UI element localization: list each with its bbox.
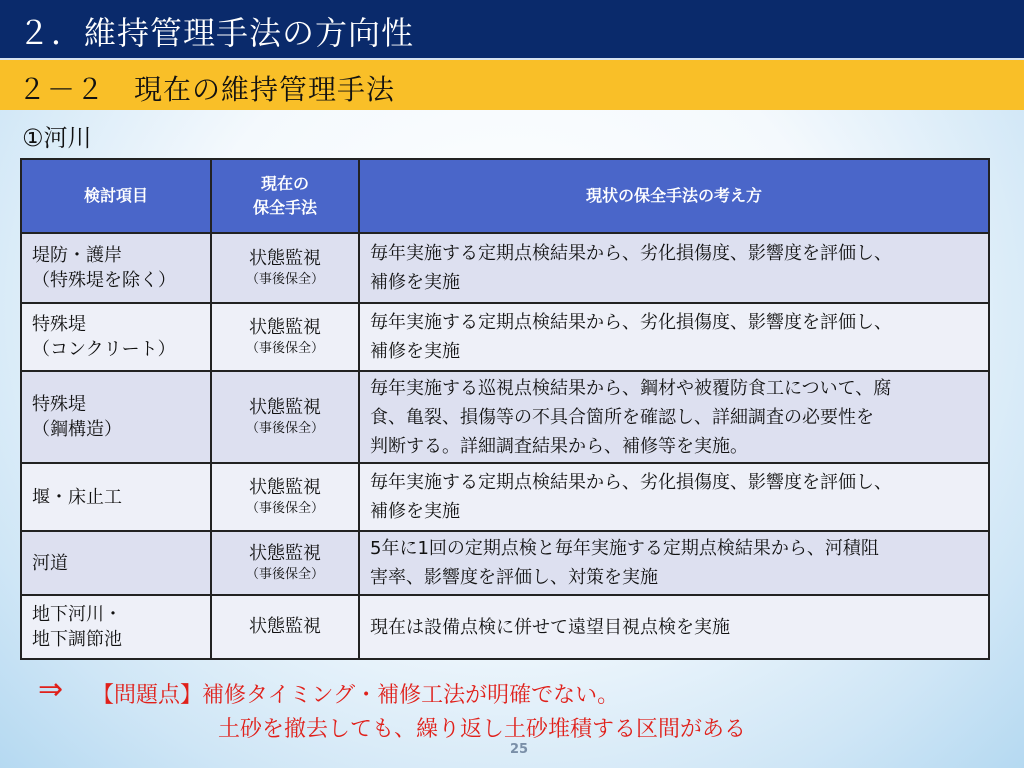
row-item: 特殊堤 （コンクリート） bbox=[21, 303, 211, 371]
table-row bbox=[21, 233, 989, 303]
section-label: ①河川 bbox=[22, 124, 92, 152]
table-row bbox=[21, 463, 989, 531]
row-method bbox=[211, 463, 359, 531]
table-row bbox=[21, 531, 989, 595]
method-label: 状態監視 bbox=[249, 477, 321, 498]
row-item: 地下河川・ 地下調節池 bbox=[21, 595, 211, 659]
header-description: 現状の保全手法の考え方 bbox=[359, 159, 989, 233]
right-arrow-icon: ⇒ bbox=[38, 672, 64, 707]
problem-line-2: 土砂を撤去しても、繰り返し土砂堆積する区間がある bbox=[218, 717, 747, 742]
page-subtitle: ２－２ 現在の維持管理手法 bbox=[18, 73, 396, 106]
header-item: 検討項目 bbox=[21, 159, 211, 233]
method-note: （事後保全） bbox=[245, 421, 324, 436]
method-label: 状態監視 bbox=[249, 248, 321, 269]
row-method bbox=[211, 531, 359, 595]
row-description: 5年に1回の定期点検と毎年実施する定期点検結果から、河積阻 害率、影響度を評価し、対策を実施 bbox=[359, 531, 989, 595]
row-method bbox=[211, 595, 359, 659]
row-description: 毎年実施する定期点検結果から、劣化損傷度、影響度を評価し、 補修を実施 bbox=[359, 463, 989, 531]
row-method bbox=[211, 371, 359, 463]
row-description: 毎年実施する定期点検結果から、劣化損傷度、影響度を評価し、 補修を実施 bbox=[359, 233, 989, 303]
method-note: （事後保全） bbox=[245, 341, 324, 356]
problem-line-1: 【問題点】補修タイミング・補修工法が明確でない。 bbox=[92, 683, 620, 708]
subtitle-bar bbox=[0, 60, 1024, 110]
method-label: 状態監視 bbox=[249, 317, 321, 338]
table-row bbox=[21, 303, 989, 371]
row-item: 堰・床止工 bbox=[21, 463, 211, 531]
row-method bbox=[211, 233, 359, 303]
table-row bbox=[21, 371, 989, 463]
row-item: 特殊堤 （鋼構造） bbox=[21, 371, 211, 463]
page-number: 25 bbox=[510, 742, 529, 757]
page-title: ２．維持管理手法の方向性 bbox=[18, 14, 415, 52]
method-label: 状態監視 bbox=[249, 616, 321, 637]
method-label: 状態監視 bbox=[249, 543, 321, 564]
row-method bbox=[211, 303, 359, 371]
row-item: 河道 bbox=[21, 531, 211, 595]
row-description: 毎年実施する定期点検結果から、劣化損傷度、影響度を評価し、 補修を実施 bbox=[359, 303, 989, 371]
table-header-row bbox=[21, 159, 989, 233]
maintenance-table bbox=[20, 158, 990, 660]
row-description: 現在は設備点検に併せて遠望目視点検を実施 bbox=[359, 595, 989, 659]
table-row bbox=[21, 595, 989, 659]
method-note: （事後保全） bbox=[245, 272, 324, 287]
row-description: 毎年実施する巡視点検結果から、鋼材や被覆防食工について、腐 食、亀裂、損傷等の不具合箇所を確認し、詳細調査の必要性を 判断する。詳細調査結果から、補修等を実施。 bbox=[359, 371, 989, 463]
header-method: 現在の 保全手法 bbox=[211, 159, 359, 233]
method-note: （事後保全） bbox=[245, 567, 324, 582]
method-label: 状態監視 bbox=[249, 397, 321, 418]
title-bar bbox=[0, 0, 1024, 60]
row-item: 堤防・護岸 （特殊堤を除く） bbox=[21, 233, 211, 303]
method-note: （事後保全） bbox=[245, 501, 324, 516]
